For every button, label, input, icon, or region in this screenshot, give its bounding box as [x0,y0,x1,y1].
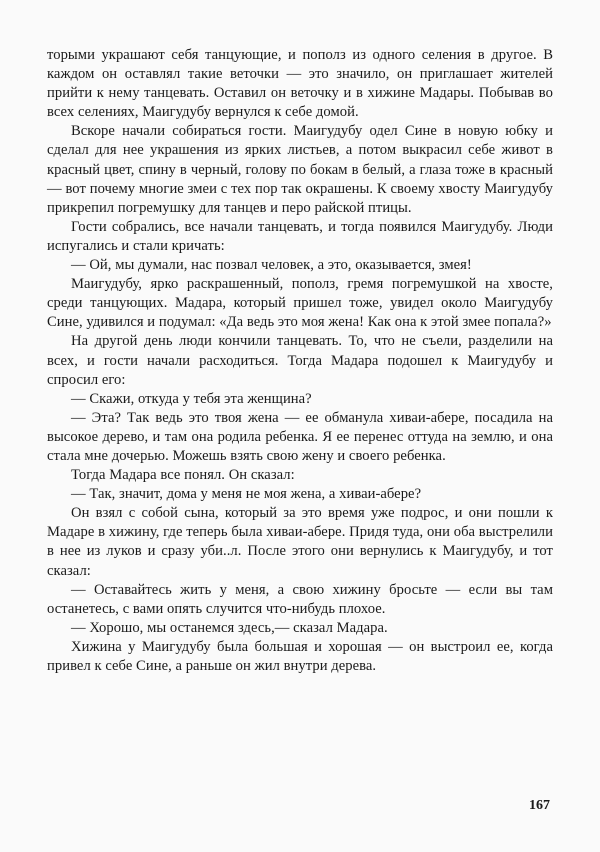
paragraph: Гости собрались, все начали танцевать, и тогда появился Маигудубу. Люди испугались и стали кричать: [47,218,553,254]
page-body [47,46,553,676]
paragraph: — Оставайтесь жить у меня, а свою хижину бросьте — если вы там останетесь, с вами опять случится что-нибудь плохое. [47,581,553,617]
paragraph: Хижина у Маигудубу была большая и хорошая — он выстроил ее, когда привел к себе Сине, а раньше он жил внутри дерева. [47,638,553,674]
paragraph: — Так, значит, дома у меня не моя жена, а хиваи-абере? [71,486,422,503]
paragraph: Он взял с собой сына, который за это время уже подрос, и они пошли к Мадаре в хижину, где теперь была хиваи-абере. Придя туда, они оба выстрелили в нее из луков и сразу уби..л. После этого они вернулись к Маигудубу, и тот сказал: [47,505,553,579]
paragraph: Маигудубу, ярко раскрашенный, пополз, гремя погремушкой на хвосте, среди танцующих. Мадара, который пришел тоже, увидел около Маигудубу Сине, удивился и подумал: «Да ведь это моя жена! Как она к этой змее попала?» [47,276,553,331]
paragraph: На другой день люди кончили танцевать. То, что не съели, разделили на всех, и гости начали расходиться. Тогда Мадара подошел к Маигудубу и спросил его: [47,333,553,388]
paragraph: Тогда Мадара все понял. Он сказал: [71,467,295,484]
page-number: 167 [529,798,550,813]
paragraph: — Скажи, откуда у тебя эта женщина? [71,390,312,407]
paragraph: Вскоре начали собираться гости. Маигудубу одел Сине в новую юбку и сделал для нее украшения из ярких листьев, а потом выкрасил себе живот в красный цвет, спину в черный, голову по бокам в белый, а глаза тоже в красный — вот почему многие змеи с тех пор так окрашены. К своему хвосту Маигудубу прикрепил погремушку для танцев и перо райской птицы. [47,123,553,216]
paragraph: — Хорошо, мы останемся здесь,— сказал Мадара. [71,619,388,636]
paragraph: — Ой, мы думали, нас позвал человек, а это, оказывается, змея! [71,257,472,274]
paragraph: торыми украшают себя танцующие, и пополз из одного селения в другое. В каждом он оставлял такие веточки — это значило, он приглашает жителей прийти к нему танцевать. Оставил он веточку и в хижине Мадары. Побывав во всех селениях, Маигудубу вернулся к себе домой. [47,47,553,121]
paragraph: — Эта? Так ведь это твоя жена — ее обманула хиваи-абере, посадила на высокое дерево, и там она родила ребенка. Я ее перенес оттуда на землю, и она стала мне дочерью. Можешь взять свою жену и своего ребенка. [47,409,553,464]
